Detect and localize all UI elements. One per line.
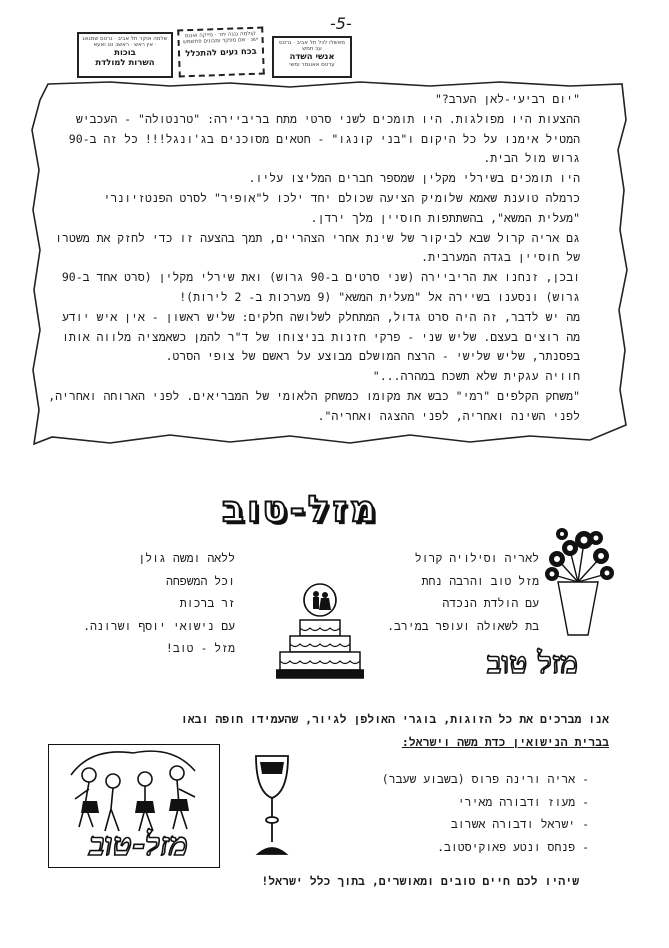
stamp-subtitle: ערטס אאוגמר ומשי (289, 62, 335, 68)
dancers-illustration (48, 744, 220, 868)
stamp-title: בכח נעים להתכלל (185, 46, 257, 60)
congrats-kroll (359, 547, 539, 637)
intro-line: אנו מברכים את כל הזוגות, בוגרי האולפן לגיור, שהעמידו חופה ובאו (180, 712, 609, 726)
goblet-icon (252, 752, 292, 862)
intro-line: בברית הנישואין כדת משה וישראל: (401, 734, 609, 749)
mazal-tov-script: מזל טוב (487, 646, 578, 681)
congrats-golan (55, 547, 235, 660)
stamp-small-text: קולמה גנגה יתר · מייקה ואנום ישנ · שם מפקד ומבונים פתשמש (183, 30, 259, 46)
couple-item: - פנחס ונטע פאוקיסטוב. (437, 839, 589, 854)
news-line: "משחק הקלפים "רמי" כבש את מקומו כמשחק הלאומי של המבריאים. לפני הארוחה ואחריה, (48, 388, 580, 403)
news-line: מה יש לדבר, זה היה סרט גדול, המתחלק לשלושה חלקים: שליש ראשון - אין איש יודע (61, 309, 580, 324)
congrats-line: מזל טוב והרבה נחת (421, 573, 539, 588)
news-heading: "יום רביעי-לאן הערב?" (434, 92, 580, 106)
news-line: כרמלה טוענת שאמא שלומיק הציעה שכולם יחד ילכו ל"אופיר" לסרט הפנטזיונרי (103, 190, 580, 205)
closing-wish: שיהיו לכם חיים טובים ומאושרים, בתוך כלל ישראל! (261, 874, 579, 888)
congrats-line: עם נישואי יוסף ושרונה. (83, 618, 235, 633)
congrats-line: לאריה וסילויה קרול (414, 551, 539, 565)
congrats-line: בת לשאולה ועופר במירב. (387, 618, 539, 633)
stamp-title: בוכות (114, 48, 136, 58)
news-line: גרוש) ונסענו בשיירה אל "מעלית המשא" (9 מערכות ב- 2 לירות)! (179, 289, 580, 304)
stamp-small-text: שלמה אוקר תל אביב · גרטס שמגאג · אין ראש · ראשב טג ואעא (82, 36, 168, 48)
stamp-subtitle: השרות למולדת (95, 58, 155, 68)
stamp-homeland-service (77, 32, 173, 78)
congrats-line: מזל - טוב! (165, 641, 235, 655)
congrats-line: זר ברכות (179, 596, 235, 610)
wedding-cake-icon (276, 580, 364, 684)
news-frame (30, 80, 630, 448)
couple-item: - מעוז ודבורה מאירי (457, 794, 589, 809)
stamp-pleasant (177, 27, 265, 78)
stamp-small-text: מאשלו לכל תל אביב · גרטס עב תמש (278, 40, 346, 52)
news-line: לפני השינה ואחריה, לפני ההצגה ואחריה". (317, 408, 580, 423)
couples-list (299, 768, 589, 858)
news-line: מה רוצים בעצם. שליש שני - פרקי חזנות בניצוחו של ד"ר להמן כשאמציה מלווה אותו (62, 329, 580, 344)
news-line: היו תומכים בשירלי מקלין שמספר חברים המליצו עליו. (248, 171, 580, 186)
news-text (20, 90, 580, 427)
page-number: -5- (330, 14, 352, 33)
news-line: של חוסיין בגדה המערבית. (421, 250, 580, 265)
dancers-caption: מזל-טוב (89, 825, 189, 863)
couple-item: - אריה ורינה פרוס (בשבוע שעבר) (381, 772, 589, 786)
stamp-field-people (272, 36, 352, 78)
congrats-line: עם הולדת הנכדה (442, 596, 539, 610)
news-line: גרוש מול הבית. (483, 151, 580, 166)
flowers-vase-icon (540, 520, 620, 638)
couple-item: - ישראל ודבורה אשרוב (450, 817, 589, 831)
news-line: בפסנתר, שליש שלישי - הרצח המושלם מבוצע על ראשם של צופי הסרט. (165, 349, 580, 364)
news-line: חוויה עגקית שלא תשכח במהרה..." (372, 369, 580, 384)
news-line: "מעלית המשא", בהשתתפות חוסיין מלך ירדן. (310, 210, 580, 225)
news-line: המטיל אימנו על כל היקום ו"בני קונגו" - חטאים מסוכנים בג'ונגל!!! כל זה ב-90 (68, 131, 580, 146)
congrats-line: ללאה ומשה גולן (138, 551, 235, 565)
congrats-line: וכל המשפחה (165, 573, 235, 588)
news-line: ובכן, זנחנו את הריביירה (שני סרטים ב-90 גרוש) ואת שירלי מקלין (סרט אחד ב-90 (61, 270, 580, 285)
mazal-tov-banner: מזל-טוב (222, 489, 379, 530)
news-line: ההצעות היו מפולגות. היו תומכים לשני סרטי מתח בריביירה: "טרנטולה" - העכביש (75, 111, 580, 126)
stamp-title: אנשי השדה (289, 52, 335, 62)
news-line: גם אריה קרול שבא לביקור של שינת אחרי הצהריים, תמך בהצעה זו כדי לחזק את משטרו (55, 230, 580, 245)
